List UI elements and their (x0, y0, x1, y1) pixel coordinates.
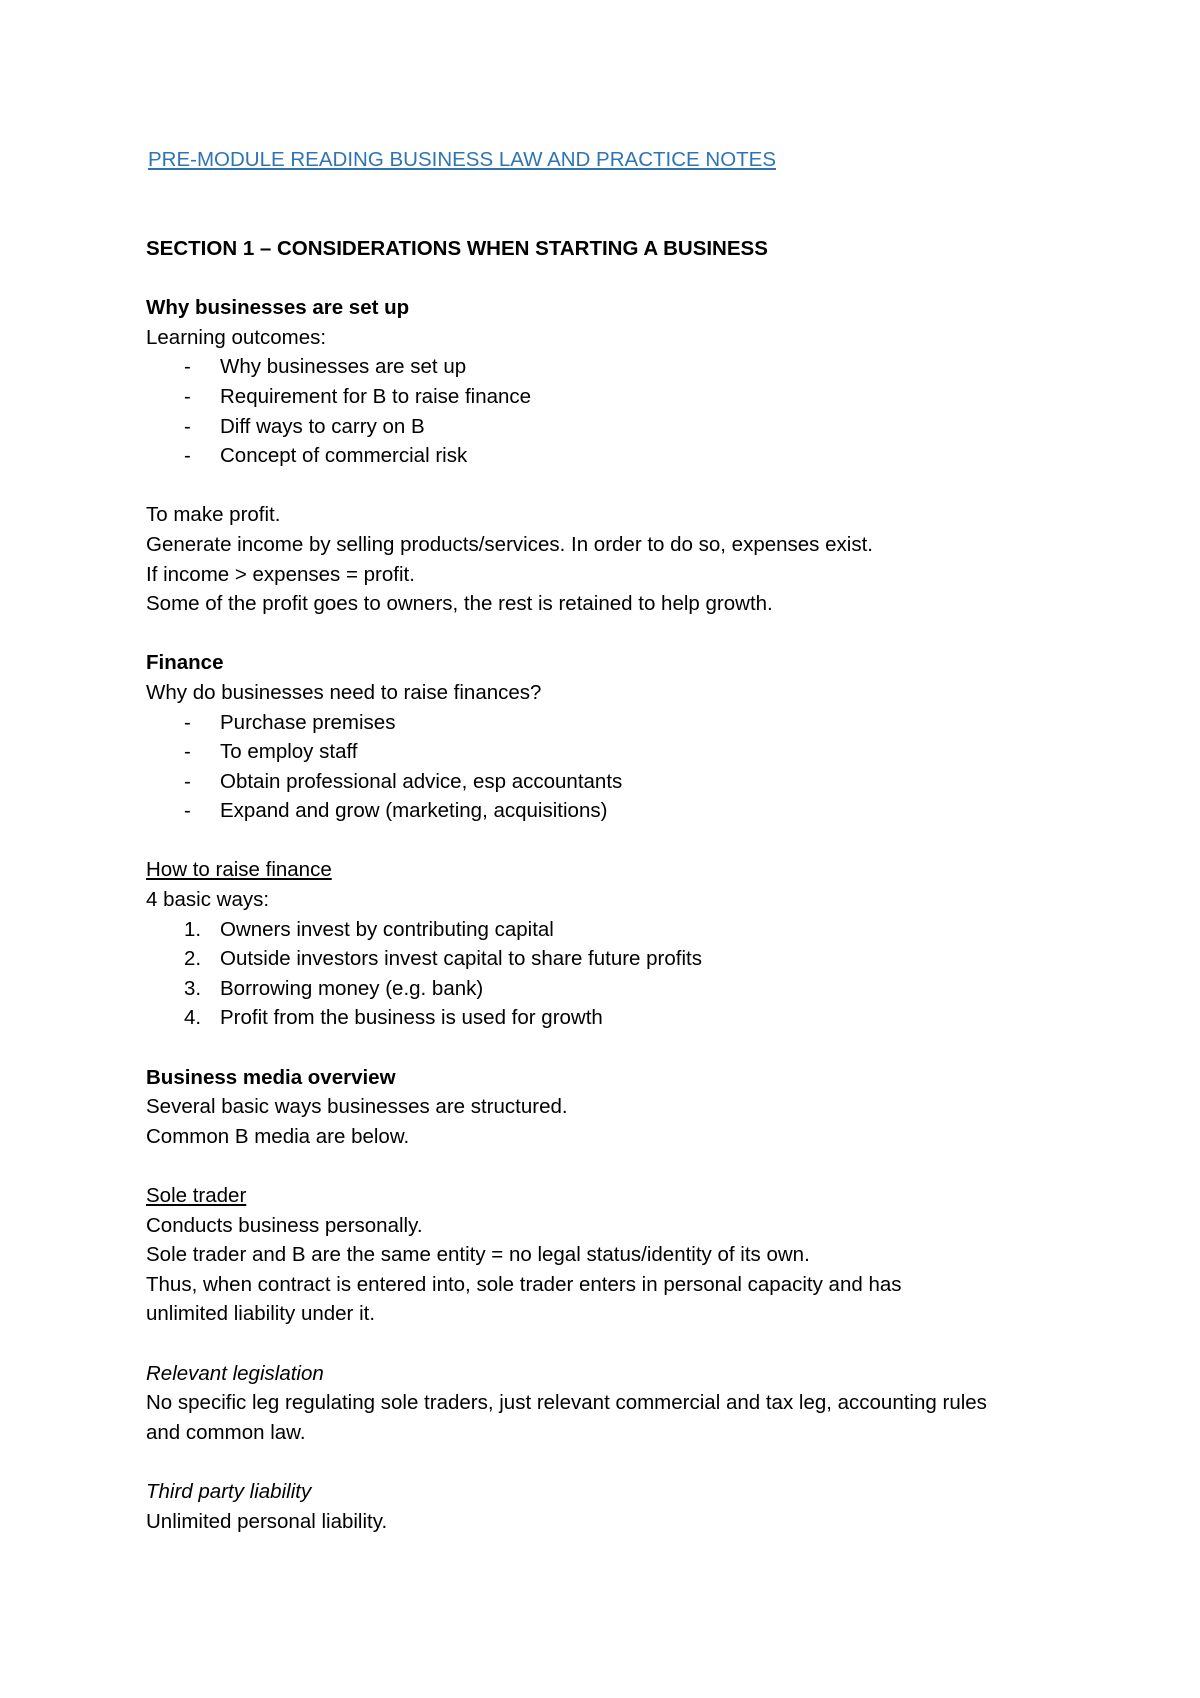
number-marker: 4. (184, 1006, 202, 1030)
raise-finance-intro: 4 basic ways: (146, 888, 270, 912)
bullet-marker: - (184, 710, 191, 734)
why-intro: Learning outcomes: (146, 325, 327, 349)
bullet-marker: - (184, 444, 191, 468)
numbered-item: 1. Owners invest by contributing capital (146, 915, 1106, 945)
paragraph-line: unlimited liability under it. (146, 1302, 376, 1326)
paragraph-line: Generate income by selling products/services. In order to do so, expenses exist. (146, 532, 873, 556)
list-item: - To employ staff (146, 737, 1106, 767)
paragraph-line: Common B media are below. (146, 1124, 410, 1148)
paragraph-line: Unlimited personal liability. (146, 1509, 388, 1533)
paragraph-line: No specific leg regulating sole traders, just relevant commercial and tax leg, accounting rules (146, 1391, 987, 1415)
paragraph-line: and common law. (146, 1420, 306, 1444)
document-title: PRE-MODULE READING BUSINESS LAW AND PRACTICE NOTES (148, 148, 777, 171)
paragraph-line: Several basic ways businesses are structured. (146, 1095, 568, 1119)
numbered-item: 4. Profit from the business is used for growth (146, 1003, 1106, 1033)
paragraph-line: To make profit. (146, 503, 281, 527)
why-heading: Why businesses are set up (146, 296, 410, 320)
document-body (146, 145, 1106, 1536)
paragraph-line: Sole trader and B are the same entity = no legal status/identity of its own. (146, 1243, 810, 1267)
list-item: - Why businesses are set up (146, 352, 1106, 382)
bullet-marker: - (184, 740, 191, 764)
numbered-item: 3. Borrowing money (e.g. bank) (146, 974, 1106, 1004)
bullet-marker: - (184, 355, 191, 379)
legislation-heading: Relevant legislation (146, 1361, 324, 1385)
third-party-heading: Third party liability (146, 1479, 312, 1503)
bullet-marker: - (184, 414, 191, 438)
list-item: - Diff ways to carry on B (146, 412, 1106, 442)
paragraph-line: Thus, when contract is entered into, sole trader enters in personal capacity and has (146, 1272, 902, 1296)
list-item: - Concept of commercial risk (146, 441, 1106, 471)
raise-finance-heading: How to raise finance (146, 858, 332, 882)
bullet-marker: - (184, 769, 191, 793)
finance-heading: Finance (146, 651, 224, 675)
media-heading: Business media overview (146, 1065, 396, 1089)
section-heading: SECTION 1 – CONSIDERATIONS WHEN STARTING A BUSINESS (146, 237, 768, 260)
number-marker: 1. (184, 917, 202, 941)
paragraph-line: If income > expenses = profit. (146, 562, 415, 586)
list-item: - Obtain professional advice, esp accountants (146, 767, 1106, 797)
sole-trader-heading: Sole trader (146, 1184, 247, 1207)
paragraph-line: Some of the profit goes to owners, the rest is retained to help growth. (146, 592, 773, 616)
number-marker: 2. (184, 947, 202, 971)
bullet-marker: - (184, 384, 191, 408)
list-item: - Requirement for B to raise finance (146, 382, 1106, 412)
numbered-item: 2. Outside investors invest capital to share future profits (146, 944, 1106, 974)
bullet-marker: - (184, 799, 191, 823)
finance-intro: Why do businesses need to raise finances? (146, 680, 542, 704)
list-item: - Purchase premises (146, 708, 1106, 738)
list-item: - Expand and grow (marketing, acquisitions) (146, 796, 1106, 826)
number-marker: 3. (184, 976, 202, 1000)
paragraph-line: Conducts business personally. (146, 1213, 423, 1237)
